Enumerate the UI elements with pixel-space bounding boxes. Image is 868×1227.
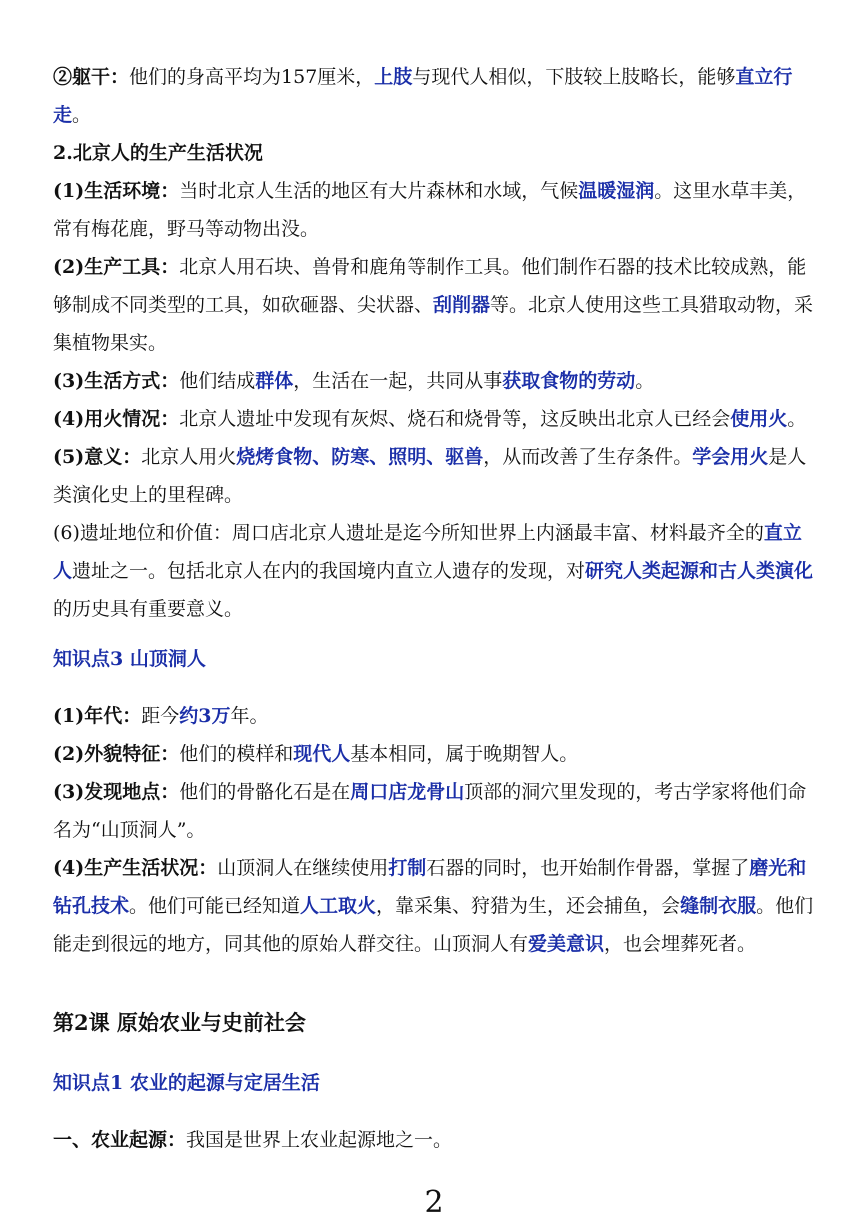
highlight: 烧烤食物、防寒、照明、驱兽 [236, 446, 484, 468]
highlight: 研究人类起源和古人类演化 [585, 560, 814, 582]
text: ，生活在一起，共同从事 [293, 370, 503, 392]
paragraph-lifestyle [53, 362, 818, 400]
highlight: 直立行走 [53, 66, 793, 126]
text: 等。北京人使用这些工具猎取动物，采集植物果实。 [53, 294, 814, 354]
term-label: (1)生活环境： [53, 180, 180, 202]
text: 北京人用石块、兽骨和鹿角等制作工具。他们制作石器的技术比较成熟，能够制成不同类型的工具，如砍砸器、尖状器、 [53, 256, 807, 316]
text: 基本相同，属于晚期智人。 [350, 743, 579, 765]
lesson-title: 第2课 原始农业与史前社会 [53, 1010, 306, 1035]
text: 。 [635, 370, 655, 392]
text: 我国是世界上农业起源地之一。 [186, 1129, 453, 1151]
highlight: 学会用火 [692, 446, 769, 468]
text: 。他们能走到很远的地方，同其他的原始人群交往。山顶洞人有 [53, 895, 814, 955]
page-number: 2 [424, 1185, 444, 1220]
text: 北京人用火 [141, 446, 237, 468]
paragraph-fire-use [53, 400, 818, 438]
highlight: 刮削器 [433, 294, 491, 316]
text: 与现代人相似，下肢较上肢略长，能够 [412, 66, 736, 88]
text: 的历史具有重要意义。 [53, 598, 244, 620]
text: 。 [787, 408, 807, 430]
term-label: (2)生产工具： [53, 256, 180, 278]
knowledge-point-heading: 知识点1 农业的起源与定居生活 [53, 1072, 320, 1094]
section-heading: 2.北京人的生产生活状况 [53, 142, 263, 164]
text: ，从而改善了生存条件。 [483, 446, 693, 468]
text: 。这里水草丰美，常有梅花鹿，野马等动物出没。 [53, 180, 807, 240]
term-label: ②躯干： [53, 66, 130, 88]
highlight: 温暖湿润 [578, 180, 655, 202]
term-label: (3)生活方式： [53, 370, 180, 392]
highlight: 打制 [388, 857, 427, 879]
text: 。他们可能已经知道 [129, 895, 301, 917]
text: ，靠采集、狩猎为生，还会捕鱼，会 [376, 895, 681, 917]
text: 顶部的洞穴里发现的，考古学家将他们命名为“山顶洞人”。 [53, 781, 807, 841]
text: 当时北京人生活的地区有大片森林和水域，气候 [179, 180, 579, 202]
term-label: (4)用火情况： [53, 408, 180, 430]
term-label: (5)意义： [53, 446, 142, 468]
text: 他们的身高平均为157厘米， [129, 66, 375, 88]
term-label: (2)外貌特征： [53, 743, 180, 765]
text: 距今 [141, 705, 180, 727]
text: 是人类演化史上的里程碑。 [53, 446, 807, 506]
paragraph-environment [53, 172, 818, 248]
highlight: 周口店龙骨山 [350, 781, 465, 803]
paragraph-significance [53, 438, 818, 514]
paragraph-discovery-site [53, 773, 818, 849]
highlight: 缝制衣服 [680, 895, 757, 917]
paragraph-torso [53, 58, 818, 134]
highlight: 群体 [255, 370, 294, 392]
paragraph-site-value [53, 514, 818, 628]
term-label: 一、农业起源： [53, 1129, 187, 1151]
highlight: 爱美意识 [528, 933, 605, 955]
text: 他们结成 [179, 370, 256, 392]
highlight: 获取食物的劳动 [502, 370, 636, 392]
text: 遗址之一。包括北京人在内的我国境内直立人遗存的发现，对 [72, 560, 586, 582]
paragraph-tools [53, 248, 818, 362]
document-body [53, 58, 818, 1159]
text: 。 [72, 104, 92, 126]
highlight: 上肢 [374, 66, 413, 88]
highlight: 现代人 [293, 743, 351, 765]
text: 北京人遗址中发现有灰烬、烧石和烧骨等，这反映出北京人已经会 [179, 408, 731, 430]
highlight: 直立人 [53, 522, 802, 582]
highlight: 磨光和钻孔技术 [53, 857, 807, 917]
text: 他们的模样和 [179, 743, 294, 765]
text: 石器的同时，也开始制作骨器，掌握了 [426, 857, 750, 879]
term-label: (4)生产生活状况： [53, 857, 218, 879]
text: (6)遗址地位和价值：周口店北京人遗址是迄今所知世界上内涵最丰富、材料最齐全的 [53, 522, 764, 544]
paragraph-era [53, 697, 818, 735]
term-label: (3)发现地点： [53, 781, 180, 803]
highlight: 使用火 [730, 408, 788, 430]
knowledge-point-heading: 知识点3 山顶洞人 [53, 648, 206, 670]
text: ，也会埋葬死者。 [604, 933, 757, 955]
paragraph-production-life [53, 849, 818, 963]
paragraph-agriculture-origin [53, 1121, 818, 1159]
term-label: (1)年代： [53, 705, 142, 727]
text: 他们的骨骼化石是在 [179, 781, 351, 803]
highlight: 人工取火 [300, 895, 377, 917]
highlight: 约3万 [179, 705, 231, 727]
text: 山顶洞人在继续使用 [217, 857, 389, 879]
text: 年。 [230, 705, 269, 727]
paragraph-appearance [53, 735, 818, 773]
